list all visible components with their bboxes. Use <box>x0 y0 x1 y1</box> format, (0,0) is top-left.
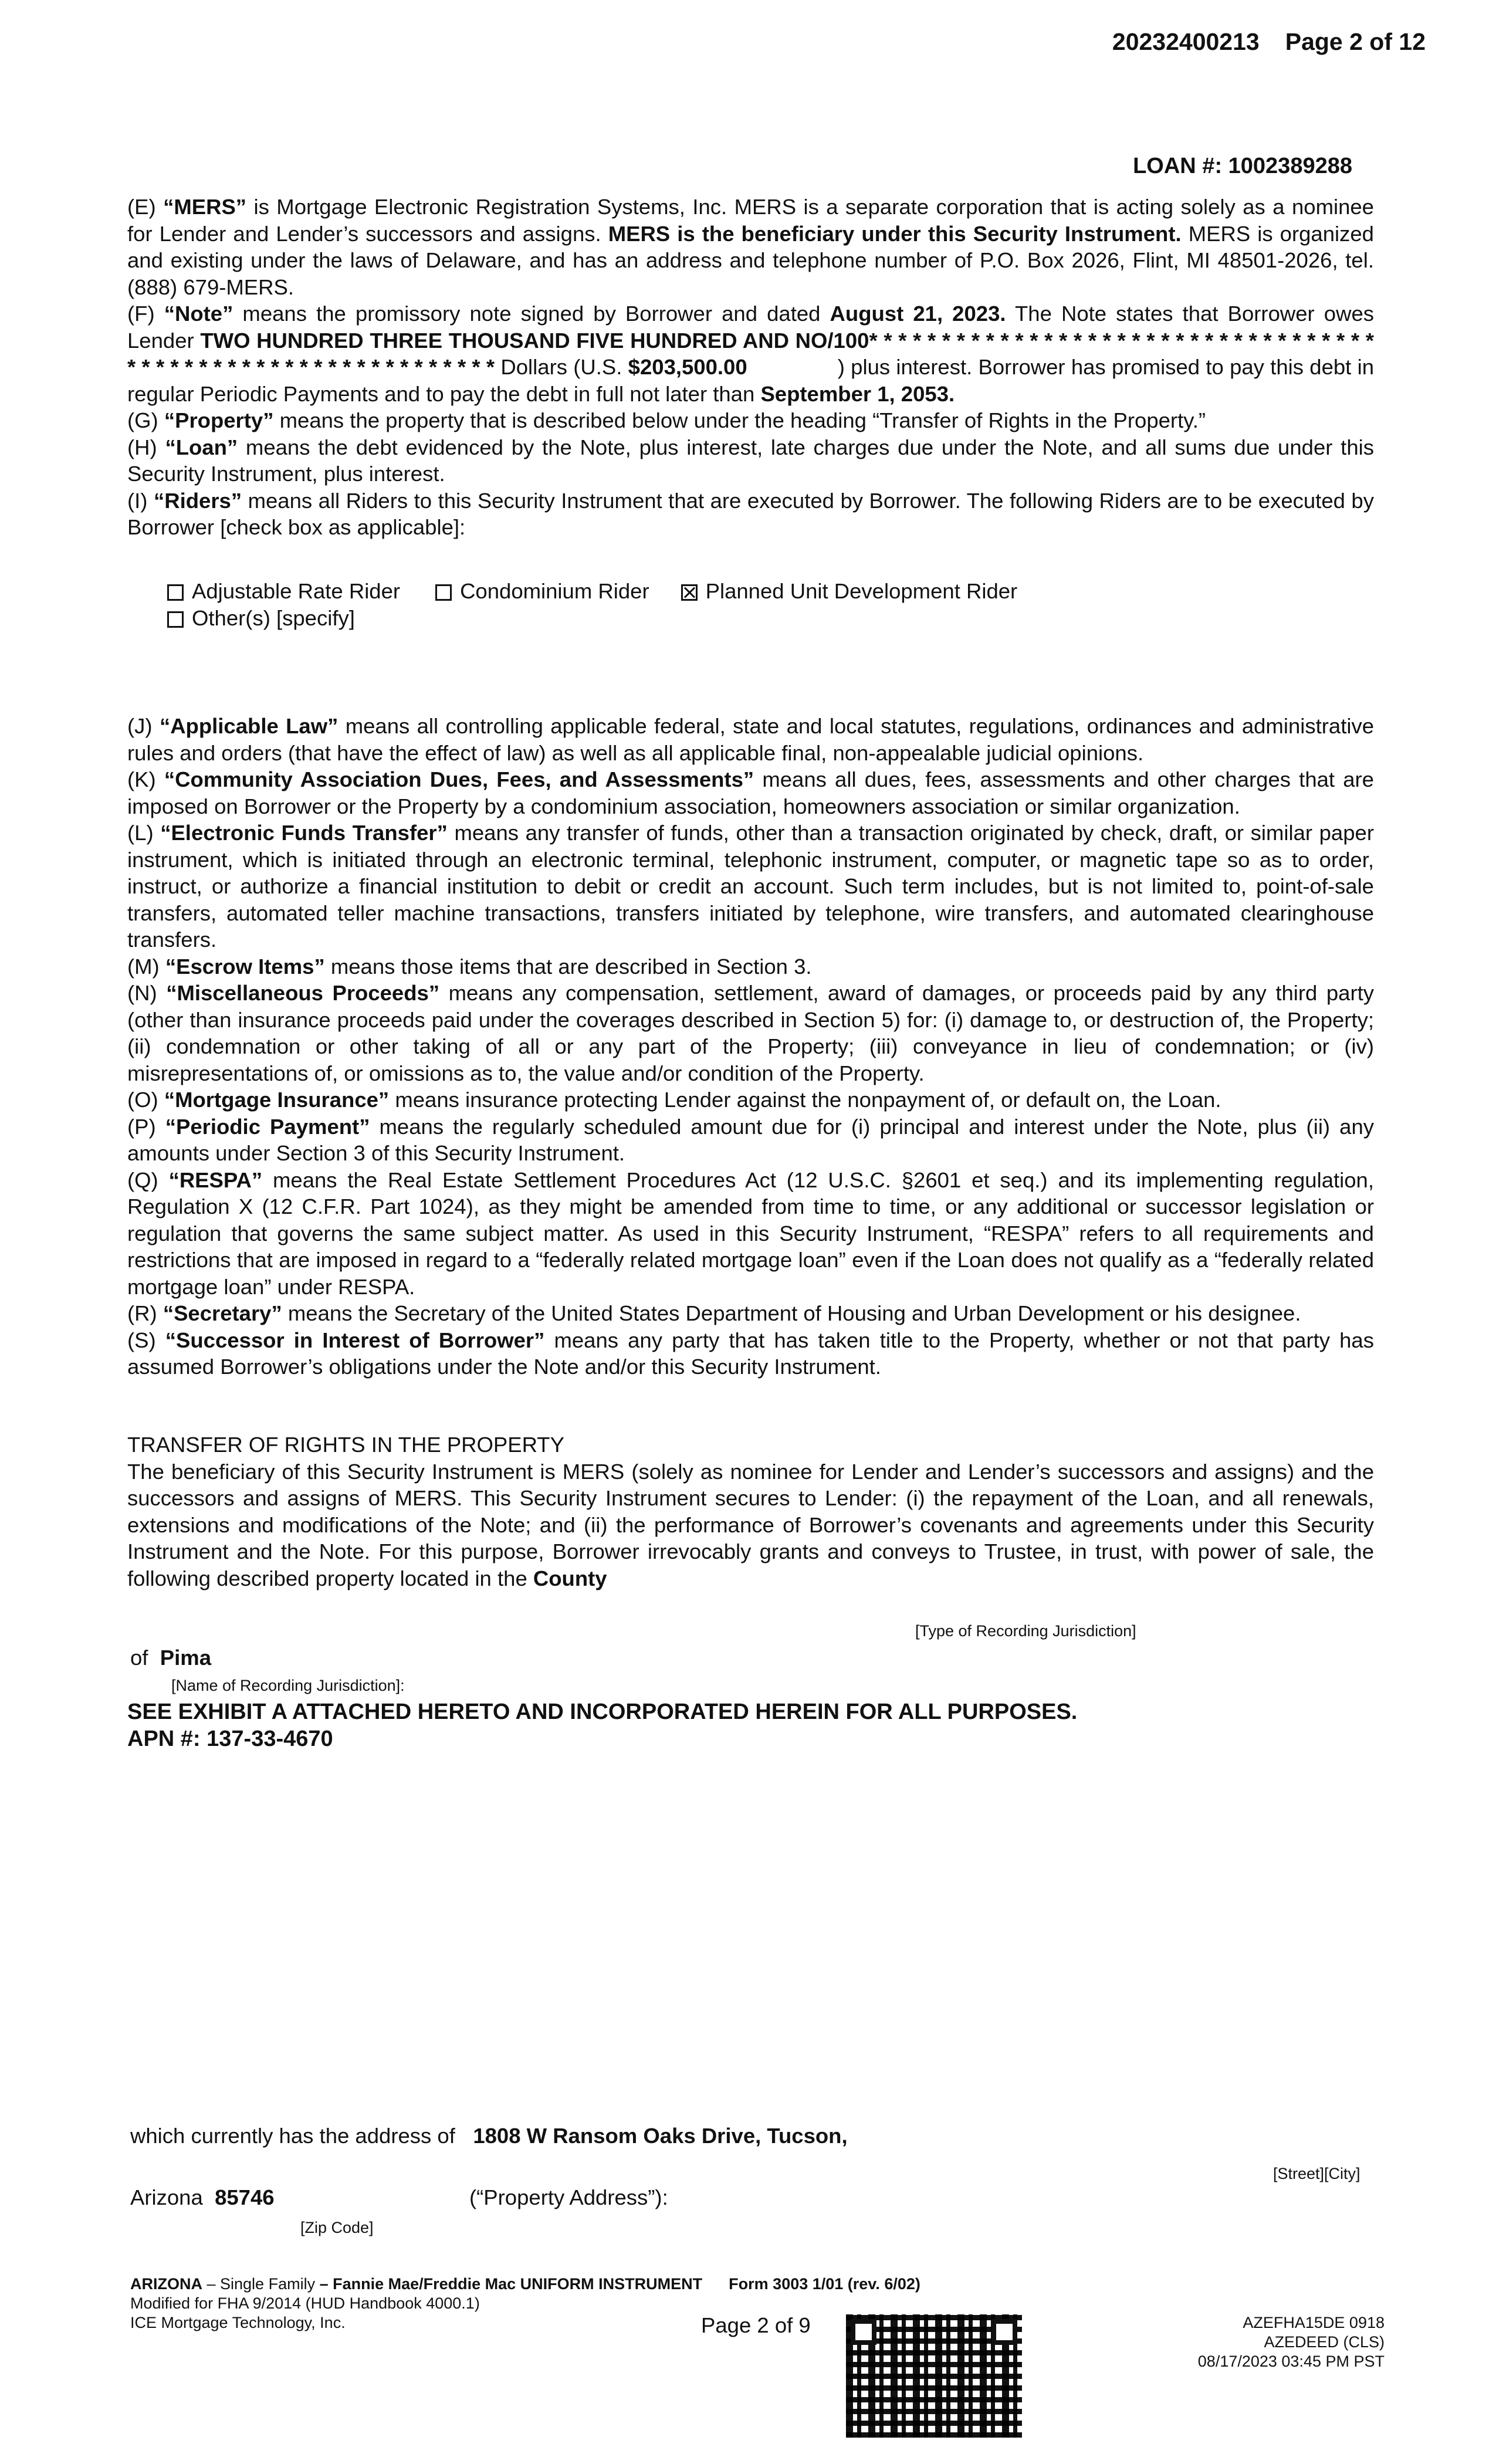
definition-h: (H) “Loan” means the debt evidenced by the Note, plus interest, late charges due under the Note, and all sums due under this Security Instrument, plus interest. <box>127 435 1374 486</box>
maturity-date: September 1, 2053. <box>760 381 955 406</box>
rider-adjustable-rate[interactable]: Adjustable Rate Rider <box>167 578 400 605</box>
definition-e: (E) “MERS” is Mortgage Electronic Registration Systems, Inc. MERS is a separate corporation that is acting solely as a nominee for Lender and Lender’s successors and assigns. MERS is the beneficiary under this Security Instrument. MERS is organized and existing under the laws of Delaware, and has an address and telephone number of P.O. Box 2026, Flint, MI 48501-2026, tel. (888) 679-MERS. <box>127 195 1374 299</box>
definition-l: (L) “Electronic Funds Transfer” means any transfer of funds, other than a transaction originated by check, draft, or similar paper instrument, which is initiated through an electronic terminal, telephonic instrument, computer, or magnetic tape so as to order, instruct, or authorize a financial institution to debit or credit an account. Such term includes, but is not limited to, point-of-sale transfers, automated teller machine transactions, transfers initiated by telephone, wire transfers, and automated clearinghouse transfers. <box>127 821 1374 952</box>
definition-p: (P) “Periodic Payment” means the regularly scheduled amount due for (i) principal and interest under the Note, plus (ii) any amounts under Section 3 of this Security Instrument. <box>127 1114 1374 1165</box>
document-number: 20232400213 <box>1112 28 1260 55</box>
definition-q: (Q) “RESPA” means the Real Estate Settlement Procedures Act (12 U.S.C. §2601 et seq.) and its implementing regulation, Regulation X (12 C.F.R. Part 1024), as they might be amended from time to time, or any additional or successor legislation or regulation that governs the same subject matter. As used in this Security Instrument, “RESPA” refers to all requirements and restrictions that are imposed in regard to a “federally related mortgage loan” even if the Loan does not qualify as a “federally related mortgage loan” under RESPA. <box>127 1167 1374 1299</box>
jurisdiction-name-caption: [Name of Recording Jurisdiction]: <box>171 1677 405 1694</box>
recording-header <box>1087 28 1426 56</box>
section-heading: TRANSFER OF RIGHTS IN THE PROPERTY <box>127 1433 564 1457</box>
definition-n: (N) “Miscellaneous Proceeds” means any compensation, settlement, award of damages, or proceeds paid by any third party (other than insurance proceeds paid under the coverages described in Section 5) for: (i) damage to, or destruction of, the Property; (ii) condemnation or other taking of all or any part of the Property; (iii) conveyance in lieu of condemnation; or (iv) misrepresentations of, or omissions as to, the value and/or condition of the Property. <box>127 981 1374 1085</box>
qr-code-icon <box>846 2314 1022 2438</box>
street-city-caption: [Street][City] <box>1273 2165 1360 2182</box>
exhibit-reference: SEE EXHIBIT A ATTACHED HERETO AND INCORPORATED HEREIN FOR ALL PURPOSES. <box>127 1700 1078 1724</box>
rider-planned-unit-development[interactable]: Planned Unit Development Rider <box>681 578 1018 605</box>
address-line: which currently has the address of 1808 W Ransom Oaks Drive, Tucson, <box>130 2124 848 2148</box>
footer-left: ARIZONA – Single Family – Fannie Mae/Freddie Mac UNIFORM INSTRUMENT Form 3003 1/01 (rev. 6/02) Modified for FHA 9/2014 (HUD Handbook 4000.1) ICE Mortgage Technology, Inc. <box>130 2275 920 2331</box>
definition-j: (J) “Applicable Law” means all controlling applicable federal, state and local statutes, regulations, ordinances and administrative rules and orders (that have the effect of law) as well as all applicable final, non-appealable judicial opinions. <box>127 714 1374 765</box>
modified-note: Modified for FHA 9/2014 (HUD Handbook 4000.1) <box>130 2294 480 2312</box>
recording-page-number: Page 2 of 12 <box>1285 28 1426 55</box>
definition-r: (R) “Secretary” means the Secretary of the United States Department of Housing and Urban Development or his designee. <box>127 1301 1301 1325</box>
checkbox-unchecked-icon[interactable] <box>167 584 184 601</box>
note-date: August 21, 2023. <box>830 302 1006 326</box>
note-amount: $203,500.00 <box>628 355 747 379</box>
jurisdiction-type-caption: [Type of Recording Jurisdiction] <box>915 1622 1136 1640</box>
jurisdiction-name: Pima <box>160 1646 211 1670</box>
jurisdiction-type: County <box>533 1566 607 1590</box>
note-amount-words: TWO HUNDRED THREE THOUSAND FIVE HUNDRED AND NO/100 <box>200 328 869 353</box>
definition-o: (O) “Mortgage Insurance” means insurance protecting Lender against the nonpayment of, or default on, the Loan. <box>127 1088 1221 1112</box>
checkbox-checked-icon[interactable] <box>681 584 698 601</box>
transfer-of-rights-section <box>127 1431 1374 1592</box>
apn-number: APN #: 137-33-4670 <box>127 1727 333 1751</box>
footer-right: AZEFHA15DE 0918 AZEDEED (CLS) 08/17/2023 03:45 PM PST <box>1197 2314 1385 2370</box>
checkbox-unchecked-icon[interactable] <box>435 584 452 601</box>
form-number: Form 3003 1/01 (rev. 6/02) <box>729 2275 920 2293</box>
definition-i: (I) “Riders” means all Riders to this Security Instrument that are executed by Borrower. The following Riders are to be executed by Borrower [check box as applicable]: <box>127 488 1374 539</box>
zip-code: 85746 <box>215 2185 275 2209</box>
definitions-bottom <box>127 713 1374 1380</box>
definition-f: (F) “Note” means the promissory note signed by Borrower and dated August 21, 2023. The Note states that Borrower owes Lender TWO HUNDRED THREE THOUSAND FIVE HUNDRED AND NO/100* * * * * * * * * * * * * * * * * * * * * * * * * * * * * * * * * * * * * * * * * * * * * * * * * * * * * * * * * * * * * Dollars (U.S. $203,500.00 ) plus interest. Borrower has promised to pay this debt in regular Periodic Payments and to pay the debt in full not later than September 1, 2053. <box>127 302 1374 406</box>
state-zip-line: Arizona 85746 <box>130 2185 275 2209</box>
form-page-number: Page 2 of 9 <box>701 2313 811 2337</box>
rider-other[interactable]: Other(s) [specify] <box>167 605 355 632</box>
jurisdiction-line: of Pima <box>130 1646 211 1670</box>
definition-k: (K) “Community Association Dues, Fees, and Assessments” means all dues, fees, assessments and other charges that are imposed on Borrower or the Property by a condominium association, homeowners association or similar organization. <box>127 767 1374 818</box>
definitions-top <box>127 194 1374 541</box>
street-city: 1808 W Ransom Oaks Drive, Tucson, <box>473 2124 848 2148</box>
rider-checkboxes <box>167 578 1017 632</box>
checkbox-unchecked-icon[interactable] <box>167 611 184 628</box>
rider-condominium[interactable]: Condominium Rider <box>435 578 649 605</box>
loan-number: LOAN #: 1002389288 <box>1133 154 1352 178</box>
definition-g: (G) “Property” means the property that is described below under the heading “Transfer of Rights in the Property.” <box>127 408 1206 432</box>
definition-m: (M) “Escrow Items” means those items that are described in Section 3. <box>127 954 812 979</box>
transfer-paragraph: The beneficiary of this Security Instrument is MERS (solely as nominee for Lender and Lender’s successors and assigns) and the successors and assigns of MERS. This Security Instrument secures to Lender: (i) the repayment of the Loan, and all renewals, extensions and modifications of the Note; and (ii) the performance of Borrower’s covenants and agreements under this Security Instrument and the Note. For this purpose, Borrower irrevocably grants and conveys to Trustee, in trust, with power of sale, the following described property located in the County <box>127 1459 1374 1590</box>
property-address-label: (“Property Address”): <box>469 2185 668 2209</box>
zip-code-caption: [Zip Code] <box>300 2219 374 2236</box>
company-name: ICE Mortgage Technology, Inc. <box>130 2314 346 2331</box>
definition-s: (S) “Successor in Interest of Borrower” means any party that has taken title to the Property, whether or not that party has assumed Borrower’s obligations under the Note and/or this Security Instrument. <box>127 1328 1374 1379</box>
